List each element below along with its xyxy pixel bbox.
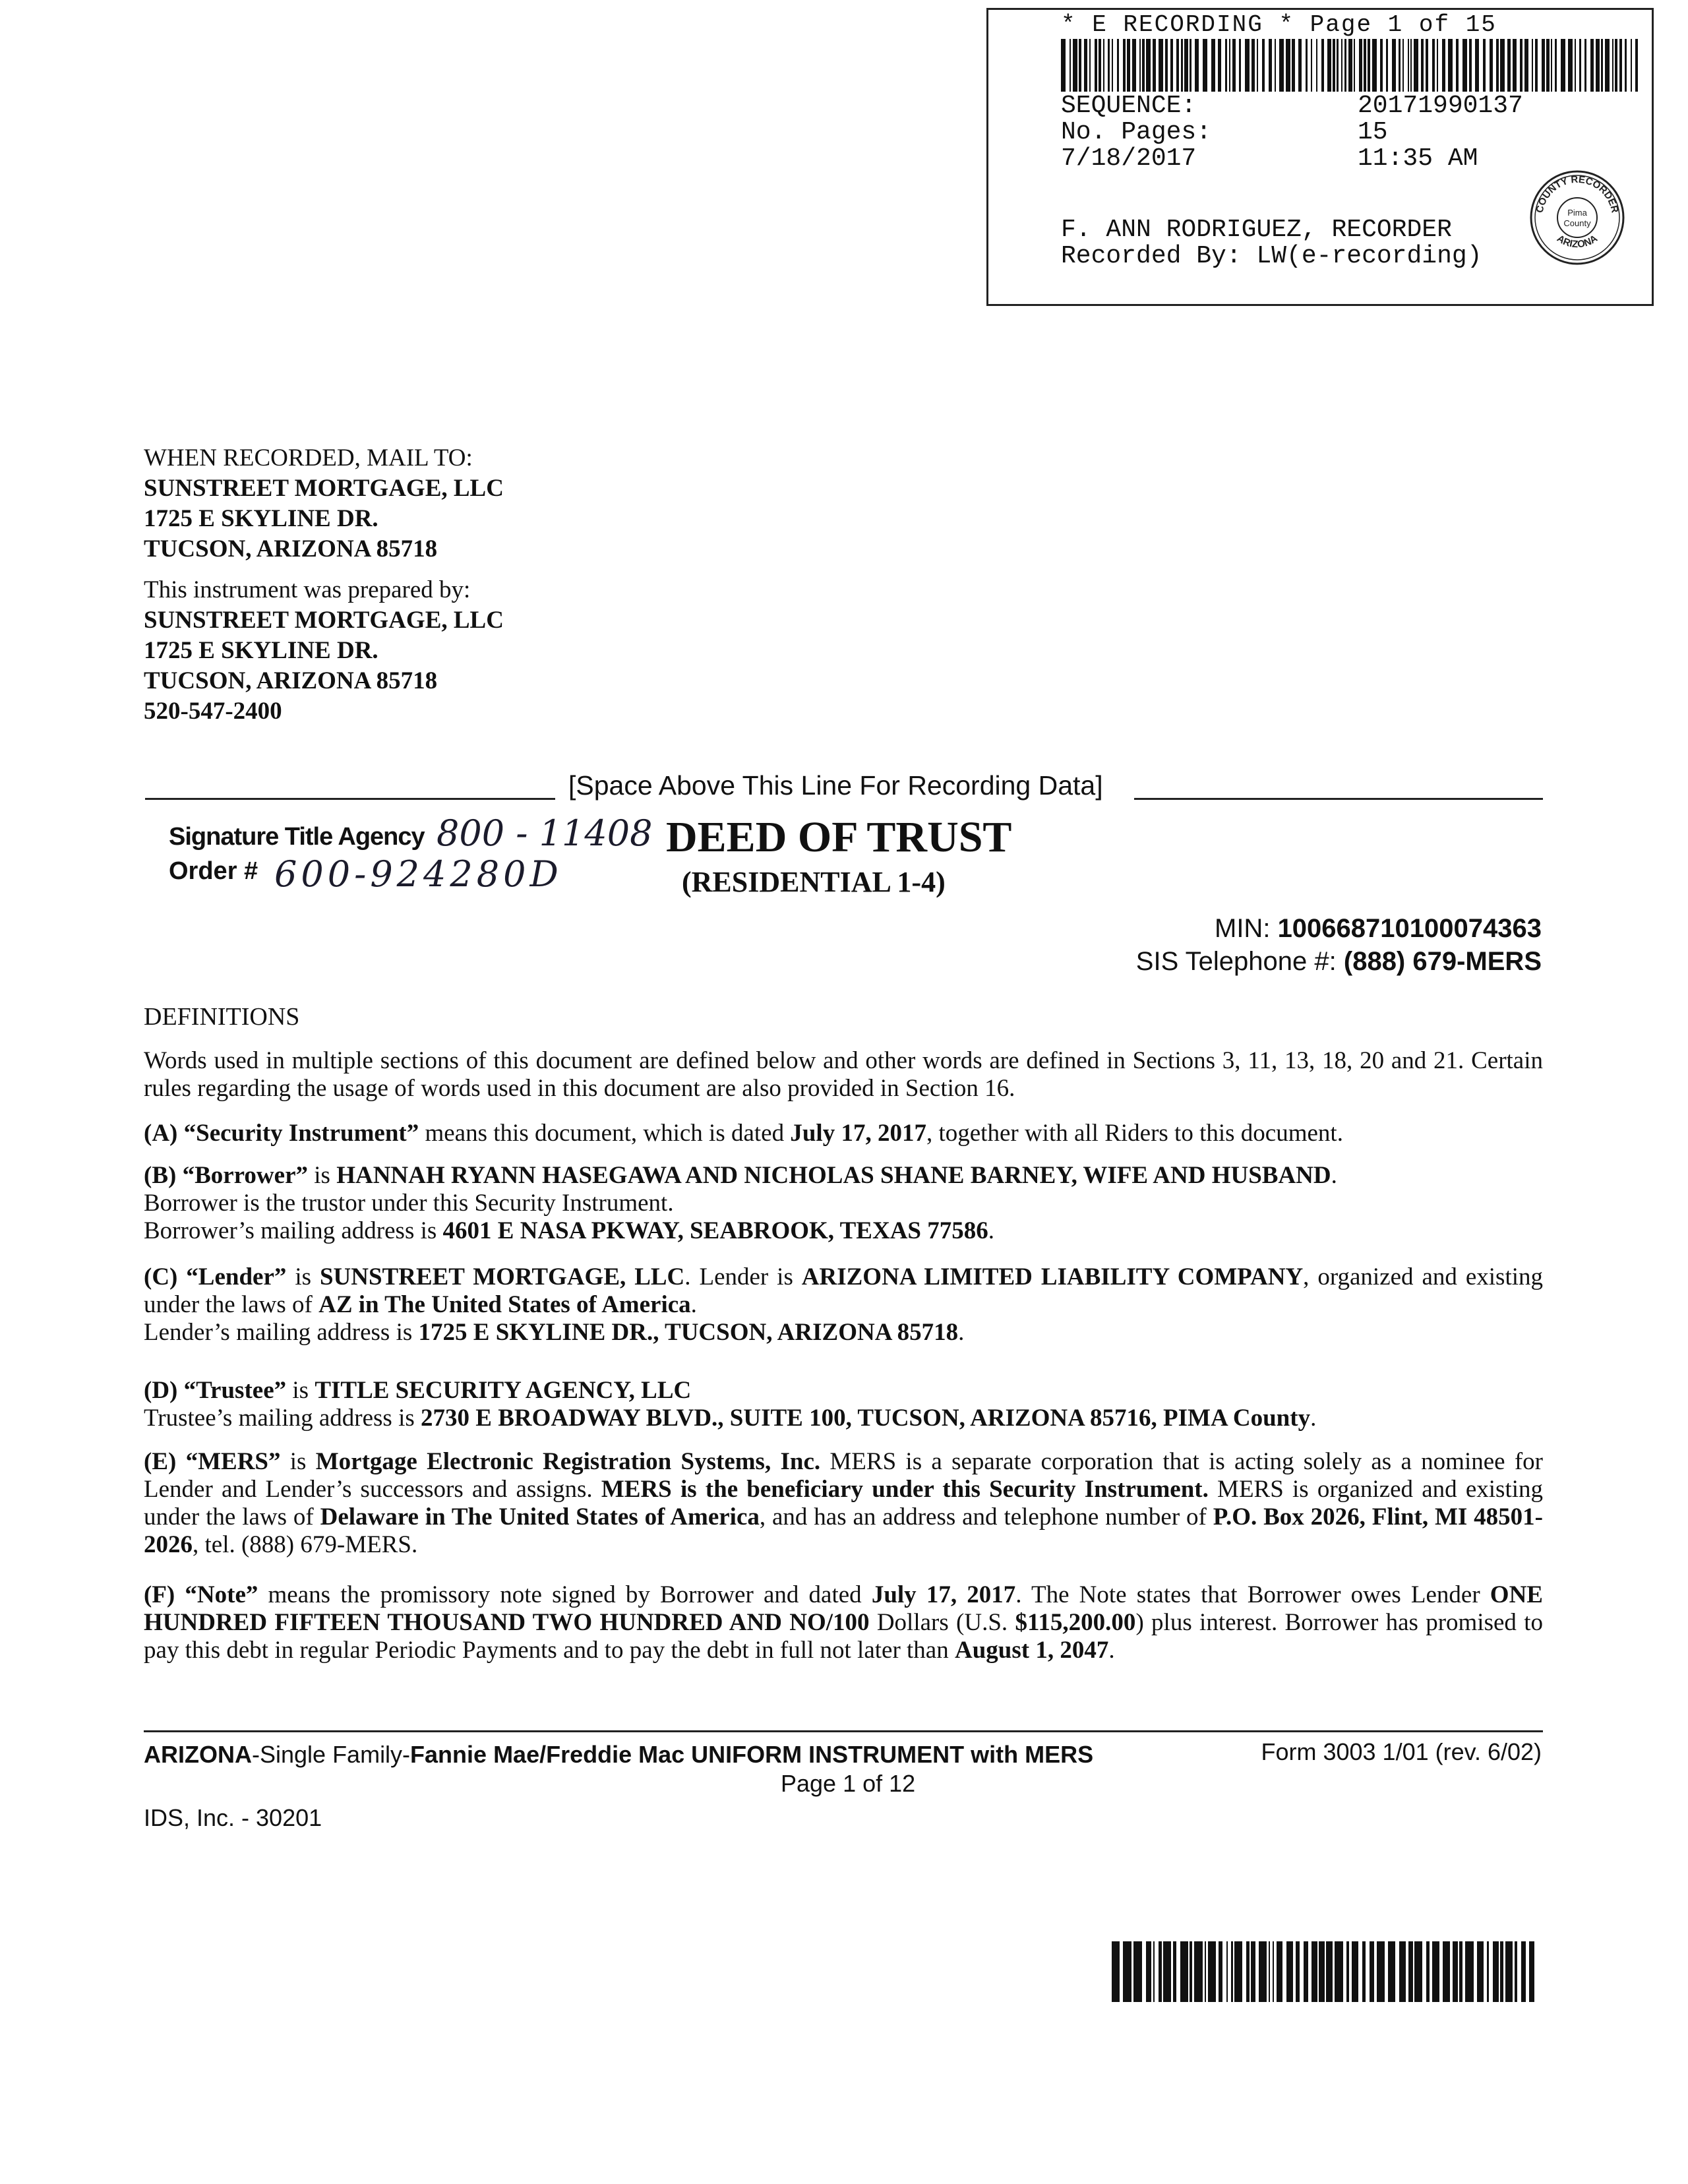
document-barcode <box>1112 1941 1539 2002</box>
lender-entity: ARIZONA LIMITED LIABILITY COMPANY <box>801 1263 1304 1290</box>
handwritten-order-number: 600-924280D <box>274 853 562 895</box>
barcode-bar <box>1535 39 1538 92</box>
svg-text:ARIZONA <box>1555 233 1600 250</box>
barcode-bar <box>1218 39 1221 92</box>
barcode-bar <box>1333 39 1335 92</box>
barcode-bar <box>1190 39 1191 92</box>
barcode-bar <box>1524 39 1528 92</box>
barcode-bar <box>1165 39 1168 92</box>
prepared-by-block <box>144 575 504 727</box>
section-f-text: . <box>1108 1637 1115 1664</box>
barcode-bar <box>1352 1941 1358 2002</box>
barcode-bar <box>1234 1941 1242 2002</box>
section-c-label: (C) “Lender” <box>144 1263 287 1290</box>
trustee-address: 2730 E BROADWAY BLVD., SUITE 100, TUCSON, ARIZONA 85716, PIMA County <box>421 1405 1311 1432</box>
section-a-text: , together with all Riders to this document. <box>926 1120 1343 1147</box>
section-d-text: . <box>1310 1405 1317 1432</box>
section-c-text: . <box>690 1291 697 1318</box>
footer-rule <box>144 1730 1543 1732</box>
barcode-bar <box>1239 39 1241 92</box>
barcode-bar <box>1205 1941 1206 2002</box>
barcode-bar <box>1392 39 1396 92</box>
barcode-bar <box>1443 1941 1450 2002</box>
section-c <box>144 1263 1543 1347</box>
barcode-bar <box>1326 1941 1333 2002</box>
barcode-bar <box>1146 1941 1151 2002</box>
stamp-sequence <box>1061 92 1523 120</box>
barcode-bar <box>1359 39 1362 92</box>
barcode-bar <box>1605 39 1610 92</box>
barcode-bar <box>1269 39 1272 92</box>
barcode-bar <box>1529 1941 1534 2002</box>
barcode-bar <box>1195 39 1199 92</box>
barcode-bar <box>1426 39 1428 92</box>
section-e <box>144 1448 1543 1559</box>
sis-value: (888) 679-MERS <box>1343 947 1542 976</box>
order-label: Order # <box>169 857 258 885</box>
barcode-bar <box>1615 39 1617 92</box>
mail-to-heading: WHEN RECORDED, MAIL TO: <box>144 444 473 471</box>
barcode-bar <box>1203 39 1207 92</box>
section-f <box>144 1581 1543 1664</box>
barcode-bar <box>1625 39 1627 92</box>
barcode-bar <box>1181 39 1183 92</box>
barcode-bar <box>1579 39 1581 92</box>
barcode-bar <box>1257 39 1258 92</box>
footer-state: ARIZONA <box>144 1741 252 1768</box>
prepared-by-line: 520-547-2400 <box>144 698 282 725</box>
barcode-bar <box>1619 39 1622 92</box>
barcode-bar <box>1555 39 1557 92</box>
barcode-bar <box>1612 39 1613 92</box>
section-a <box>144 1120 1543 1147</box>
barcode-bar <box>1437 39 1438 92</box>
barcode-bar <box>1487 1941 1489 2002</box>
barcode-bar <box>1372 39 1377 92</box>
barcode-bar <box>1483 39 1486 92</box>
definitions-intro <box>144 1047 1543 1103</box>
mers-law: Delaware in The United States of America <box>320 1503 760 1531</box>
barcode-bar <box>1410 39 1412 92</box>
barcode-bar <box>1386 39 1388 92</box>
barcode-bar <box>1225 39 1227 92</box>
barcode-bar <box>1515 1941 1517 2002</box>
prepared-by-line: 1725 E SKYLINE DR. <box>144 637 378 664</box>
section-f-text: Dollars (U.S. <box>869 1609 1015 1636</box>
barcode-bar <box>1139 39 1141 92</box>
stamp-header: * E RECORDING * Page 1 of 15 <box>1061 11 1497 38</box>
barcode-bar <box>1532 39 1533 92</box>
barcode-bar <box>1505 1941 1513 2002</box>
barcode-bar <box>1575 39 1576 92</box>
barcode-bar <box>1453 1941 1458 2002</box>
barcode-bar <box>1246 1941 1250 2002</box>
section-b-label: (B) “Borrower” <box>144 1162 308 1189</box>
sis-line <box>1136 947 1542 977</box>
barcode-bar <box>1551 39 1552 92</box>
section-c-text: . <box>958 1319 965 1346</box>
barcode-bar <box>1421 39 1424 92</box>
mail-to-line: TUCSON, ARIZONA 85718 <box>144 535 438 562</box>
section-e-text: MERS is a separate corporation that is acting solely as a nominee for Lender and Lender’s successors and assigns. <box>144 1448 1543 1503</box>
barcode-bar <box>1132 39 1136 92</box>
pages-value: 15 <box>1358 118 1388 146</box>
barcode-bar <box>1388 1941 1395 2002</box>
barcode-bar <box>1190 1941 1192 2002</box>
barcode-bar <box>1133 1941 1142 2002</box>
sequence-label: SEQUENCE: <box>1061 92 1197 120</box>
barcode-bar <box>1327 39 1331 92</box>
barcode-bar <box>1507 39 1511 92</box>
sis-label: SIS Telephone #: <box>1135 947 1337 976</box>
footer-desc1: -Single Family- <box>252 1741 411 1768</box>
barcode-bar <box>1601 39 1603 92</box>
intro-text: Words used in multiple sections of this document are defined below and other words are defined in Sections 3, 11, 13, 18, 20 and 21. Certain rules regarding the usage of words used in this document are also provided in Section 16. <box>144 1047 1543 1102</box>
separator-line-left <box>145 798 555 800</box>
footer-desc2: Fannie Mae/Freddie Mac UNIFORM INSTRUMENT with MERS <box>410 1741 1094 1768</box>
barcode-bar <box>1635 39 1638 92</box>
barcode-bar <box>1316 39 1317 92</box>
barcode-bar <box>1631 39 1632 92</box>
pages-label: No. Pages: <box>1061 118 1212 146</box>
barcode-bar <box>1402 39 1404 92</box>
section-b-text: Borrower’s mailing address is <box>144 1217 443 1244</box>
barcode-bar <box>1465 1941 1474 2002</box>
barcode-bar <box>1089 39 1091 92</box>
barcode-bar <box>1180 1941 1188 2002</box>
handwritten-number: 800 - 11408 <box>437 812 653 854</box>
prepared-by-line: TUCSON, ARIZONA 85718 <box>144 667 438 694</box>
barcode-bar <box>1286 39 1290 92</box>
barcode-bar <box>1277 1941 1282 2002</box>
barcode-bar <box>1475 39 1479 92</box>
prepared-by-heading: This instrument was prepared by: <box>144 576 471 603</box>
barcode-bar <box>1462 39 1467 92</box>
barcode-bar <box>1127 39 1130 92</box>
trustee-name: TITLE SECURITY AGENCY, LLC <box>315 1377 692 1404</box>
barcode-bar <box>1399 39 1401 92</box>
barcode-bar <box>1273 1941 1274 2002</box>
barcode-bar <box>1513 39 1517 92</box>
barcode-bar <box>1380 39 1383 92</box>
barcode-bar <box>1231 1941 1233 2002</box>
mail-to-line: 1725 E SKYLINE DR. <box>144 505 378 532</box>
lender-address: 1725 E SKYLINE DR., TUCSON, ARIZONA 85718 <box>418 1319 959 1346</box>
barcode-bar <box>1208 1941 1216 2002</box>
barcode-bar <box>1584 39 1586 92</box>
min-value: 1006687101000743​63 <box>1277 914 1542 943</box>
barcode-bar <box>1112 1941 1120 2002</box>
barcode-bar <box>1084 39 1087 92</box>
barcode-bar <box>1304 1941 1308 2002</box>
barcode-bar <box>1279 39 1284 92</box>
barcode-bar <box>1408 1941 1413 2002</box>
borrower-address: 4601 E NASA PKWAY, SEABROOK, TEXAS 77586 <box>442 1217 988 1244</box>
barcode-bar <box>1520 39 1522 92</box>
barcode-bar <box>1176 39 1179 92</box>
lender-name: SUNSTREET MORTGAGE, LLC <box>319 1263 685 1290</box>
barcode-bar <box>1286 1941 1293 2002</box>
borrower-name: HANNAH RYANN HASEGAWA AND NICHOLAS SHANE BARNEY, WIFE AND HUSBAND <box>336 1162 1331 1189</box>
barcode-bar <box>1112 39 1113 92</box>
barcode-bar <box>1399 1941 1406 2002</box>
section-c-text: . Lender is <box>684 1263 802 1290</box>
barcode-bar <box>1477 1941 1484 2002</box>
barcode-bar <box>1500 39 1505 92</box>
section-d-text: Trustee’s mailing address is <box>144 1405 421 1432</box>
barcode-bar <box>1456 39 1459 92</box>
barcode-bar <box>1173 1941 1176 2002</box>
barcode-bar <box>1561 39 1565 92</box>
barcode-bar <box>1251 1941 1255 2002</box>
barcode-bar <box>1500 1941 1503 2002</box>
section-f-text: . The Note states that Borrower owes Lender <box>1015 1581 1490 1608</box>
barcode-bar <box>1061 39 1066 92</box>
section-f-text: means the promissory note signed by Borrower and dated <box>258 1581 872 1608</box>
note-date: July 17, 2017 <box>871 1581 1016 1608</box>
barcode-bar <box>1184 39 1188 92</box>
barcode-bar <box>1370 1941 1374 2002</box>
barcode-bar <box>1099 39 1101 92</box>
barcode-bar <box>1153 39 1156 92</box>
county-recorder-seal <box>1528 168 1627 267</box>
stamp-recorder: F. ANN RODRIGUEZ, RECORDER <box>1061 216 1452 244</box>
barcode-bar <box>1542 39 1545 92</box>
section-e-text: , tel. (888) 679-MERS. <box>193 1531 418 1558</box>
barcode-bar <box>1269 1941 1270 2002</box>
barcode-bar <box>1232 39 1236 92</box>
recording-stamp <box>986 8 1654 306</box>
stamp-barcode <box>1061 39 1641 92</box>
barcode-bar <box>1219 1941 1222 2002</box>
barcode-bar <box>1103 39 1104 92</box>
barcode-bar <box>1521 1941 1526 2002</box>
barcode-bar <box>1348 39 1352 92</box>
section-b <box>144 1162 1543 1245</box>
barcode-bar <box>1170 39 1173 92</box>
barcode-bar <box>1311 1941 1317 2002</box>
barcode-bar <box>1159 39 1163 92</box>
barcode-bar <box>1117 39 1119 92</box>
barcode-bar <box>1298 39 1302 92</box>
section-b-text: . <box>1331 1162 1337 1189</box>
definitions-heading: DEFINITIONS <box>144 1003 300 1031</box>
mail-to-line: SUNSTREET MORTGAGE, LLC <box>144 475 504 502</box>
section-f-label: (F) “Note” <box>144 1581 258 1608</box>
barcode-bar <box>1275 39 1276 92</box>
separator-line-right <box>1134 798 1543 800</box>
barcode-bar <box>1408 39 1409 92</box>
agency-name: Signature Title Agency <box>169 823 425 851</box>
section-e-text: , and has an address and telephone number of <box>759 1503 1213 1531</box>
barcode-bar <box>1245 39 1250 92</box>
barcode-bar <box>1364 39 1366 92</box>
barcode-bar <box>1335 1941 1343 2002</box>
seal-center-2: County <box>1563 218 1591 228</box>
document-subtitle: (RESIDENTIAL 1-4) <box>682 866 946 898</box>
barcode-bar <box>1163 1941 1171 2002</box>
barcode-bar <box>1229 39 1230 92</box>
section-c-text: Lender’s mailing address is <box>144 1319 419 1346</box>
barcode-bar <box>1596 39 1600 92</box>
barcode-bar <box>1490 39 1493 92</box>
sequence-value: 20171990137 <box>1358 92 1523 120</box>
barcode-bar <box>1211 39 1215 92</box>
section-b-text: . <box>988 1217 995 1244</box>
barcode-bar <box>1442 39 1445 92</box>
section-d-text: is <box>286 1377 315 1404</box>
section-d <box>144 1377 1543 1432</box>
barcode-bar <box>1568 39 1573 92</box>
seal-top-text: COUNTY RECORDER <box>1534 173 1621 214</box>
barcode-bar <box>1341 39 1342 92</box>
barcode-bar <box>1142 39 1145 92</box>
lender-law: AZ in The United States of America <box>318 1291 691 1318</box>
barcode-bar <box>1311 39 1312 92</box>
barcode-bar <box>1354 39 1355 92</box>
barcode-bar <box>1070 39 1071 92</box>
prepared-by-line: SUNSTREET MORTGAGE, LLC <box>144 607 504 634</box>
barcode-bar <box>1296 1941 1300 2002</box>
stamp-pages <box>1061 118 1388 146</box>
barcode-bar <box>1432 1941 1439 2002</box>
mers-address: P.O. Box 2026, Flint, MI 48501-2026 <box>144 1503 1543 1558</box>
footer-form-description <box>144 1741 1093 1769</box>
barcode-bar <box>1377 1941 1385 2002</box>
barcode-bar <box>1362 1941 1366 2002</box>
barcode-bar <box>1321 39 1324 92</box>
mers-beneficiary: MERS is the beneficiary under this Security Instrument. <box>601 1476 1209 1503</box>
section-c-text: , organized and existing under the laws of <box>144 1263 1544 1318</box>
section-a-label: (A) “Security Instrument” <box>144 1120 419 1147</box>
barcode-bar <box>1337 39 1339 92</box>
recording-space-label: [Space Above This Line For Recording Data] <box>568 770 1103 801</box>
section-b-text: is <box>308 1162 337 1189</box>
barcode-bar <box>1123 39 1126 92</box>
barcode-bar <box>1073 39 1077 92</box>
barcode-bar <box>1108 39 1110 92</box>
barcode-bar <box>1153 1941 1155 2002</box>
barcode-bar <box>1095 39 1097 92</box>
stamp-recorded-by: Recorded By: LW(e-recording) <box>1061 242 1482 270</box>
amount-words: ONE HUNDRED FIFTEEN THOUSAND TWO HUNDRED AND NO/100 <box>144 1581 1543 1636</box>
seal-center-1: Pima <box>1567 208 1587 218</box>
barcode-bar <box>1259 1941 1267 2002</box>
barcode-bar <box>1469 39 1472 92</box>
barcode-bar <box>1292 39 1295 92</box>
barcode-bar <box>1414 1941 1422 2002</box>
barcode-bar <box>1262 39 1265 92</box>
section-e-text: is <box>280 1448 316 1475</box>
stamp-time: 11:35 AM <box>1358 144 1478 173</box>
section-a-text: means this document, which is dated <box>419 1120 791 1147</box>
barcode-bar <box>1426 1941 1430 2002</box>
barcode-bar <box>1496 39 1499 92</box>
footer-page-number: Page 1 of 12 <box>781 1770 916 1797</box>
mers-name: Mortgage Electronic Registration Systems, Inc. <box>315 1448 821 1475</box>
section-e-label: (E) “MERS” <box>144 1448 281 1475</box>
section-f-text: ) plus interest. Borrower has promised to pay this debt in regular Periodic Payments and to pay the debt in full not later than <box>144 1609 1543 1664</box>
barcode-bar <box>1546 39 1550 92</box>
barcode-bar <box>1590 39 1594 92</box>
seal-bottom-text: ARIZONA <box>1555 233 1600 251</box>
barcode-bar <box>1368 39 1370 92</box>
min-label: MIN: <box>1215 914 1271 943</box>
footer-form-number: Form 3003 1/01 (rev. 6/02) <box>1261 1738 1542 1765</box>
barcode-bar <box>1079 39 1081 92</box>
barcode-bar <box>1414 39 1418 92</box>
security-instrument-date: July 17, 2017 <box>790 1120 926 1147</box>
barcode-bar <box>1226 1941 1228 2002</box>
section-b-line2: Borrower is the trustor under this Security Instrument. <box>144 1190 674 1217</box>
section-c-text: is <box>286 1263 320 1290</box>
stamp-date: 7/18/2017 <box>1061 144 1197 173</box>
maturity-date: August 1, 2047 <box>954 1637 1109 1664</box>
amount: $115,200.00 <box>1015 1609 1136 1636</box>
barcode-bar <box>1493 1941 1499 2002</box>
barcode-bar <box>1459 1941 1462 2002</box>
mail-to-block <box>144 443 504 564</box>
barcode-bar <box>1146 39 1151 92</box>
min-line <box>1215 914 1542 944</box>
barcode-bar <box>1346 1941 1349 2002</box>
barcode-bar <box>1123 1941 1131 2002</box>
barcode-bar <box>1251 39 1255 92</box>
barcode-bar <box>1432 39 1435 92</box>
section-d-label: (D) “Trustee” <box>144 1377 287 1404</box>
barcode-bar <box>1319 1941 1325 2002</box>
barcode-bar <box>1159 1941 1162 2002</box>
barcode-bar <box>1194 1941 1203 2002</box>
footer-ids: IDS, Inc. - 30201 <box>144 1804 322 1831</box>
barcode-bar <box>1306 39 1308 92</box>
document-title: DEED OF TRUST <box>666 813 1012 861</box>
stamp-datetime <box>1061 144 1478 173</box>
barcode-bar <box>1344 39 1346 92</box>
section-e-text: MERS is organized and existing under the laws of <box>144 1476 1544 1531</box>
barcode-bar <box>1448 39 1453 92</box>
